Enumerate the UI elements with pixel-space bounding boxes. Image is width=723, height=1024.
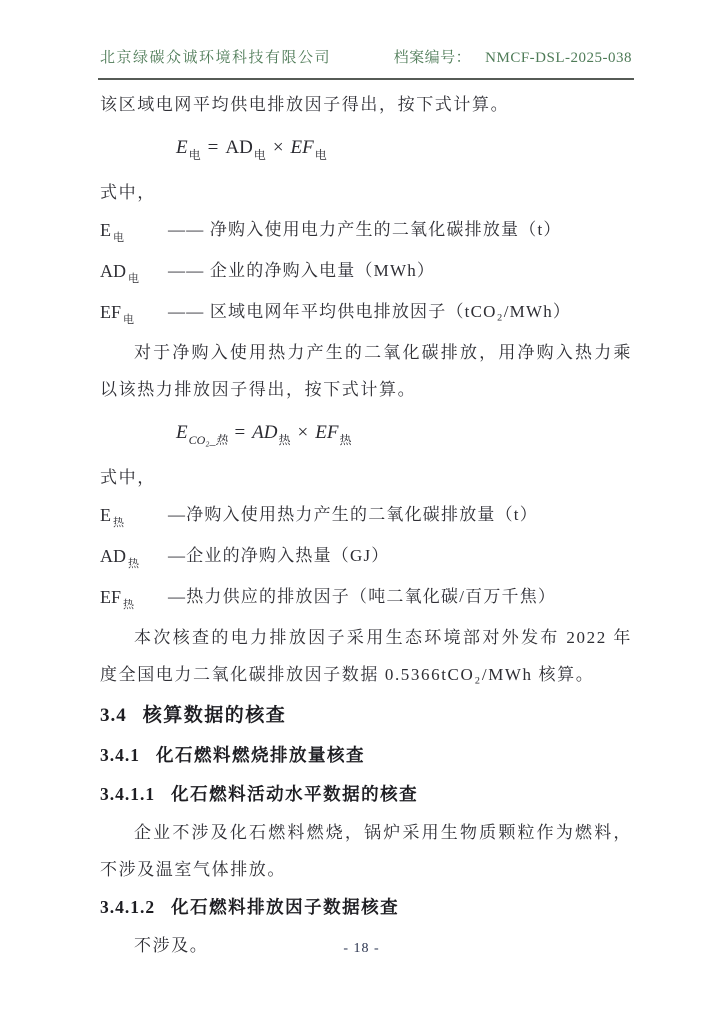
definition-term (100, 252, 168, 293)
heading-title: 化石燃料排放因子数据核查 (171, 897, 400, 917)
definition-row-AD-electric (100, 252, 632, 293)
formula-sub-dian: 电 (314, 148, 327, 162)
definition-text: —企业的净购入热量（GJ） (168, 546, 390, 565)
definition-row-EF-heat (100, 578, 632, 619)
heading-number: 3.4.1.2 (100, 897, 156, 917)
formula-sub-co2-re: CO₂_热 (188, 433, 228, 447)
heading-number: 3.4.1.1 (100, 784, 156, 804)
definition-text: —净购入使用热力产生的二氧化碳排放量（t） (168, 505, 538, 524)
heading-number: 3.4 (100, 705, 127, 726)
file-number-value: NMCF-DSL-2025-038 (485, 50, 632, 66)
paragraph-heat: 对于净购入使用热力产生的二氧化碳排放，用净购入热力乘以该热力排放因子得出，按下式计算。 (100, 343, 632, 399)
term-subscript: 热 (128, 558, 139, 570)
definition-term (100, 496, 168, 537)
term-subscript: 电 (123, 314, 135, 326)
formula-var-AD: AD (252, 422, 278, 443)
term-subscript: 热 (123, 599, 135, 611)
heading-number: 3.4.1 (100, 745, 140, 765)
term-symbol: AD (100, 261, 126, 281)
heading-3-4-1 (100, 736, 632, 775)
term-subscript: 电 (113, 232, 124, 244)
definition-row-E-heat (100, 496, 632, 537)
page-number: - 18 - (343, 941, 380, 956)
definition-row-E-electric (100, 211, 632, 252)
header-divider (98, 78, 634, 80)
heading-title: 核算数据的核查 (142, 705, 287, 726)
term-symbol: EF (100, 587, 122, 607)
formula-sub-dian: 电 (253, 148, 266, 162)
term-symbol: AD (100, 546, 126, 566)
paragraph-not-involved: 不涉及。 (134, 936, 209, 955)
term-subscript: 电 (128, 273, 139, 285)
definition-term (100, 537, 168, 578)
equals-sign: = (207, 137, 219, 158)
formula-sub-re: 热 (339, 433, 352, 447)
paragraph-factor-2022: 本次核查的电力排放因子采用生态环境部对外发布 2022 年度全国电力二氧化碳排放因子数据 0.5366tCO₂/MWh 核算。 (100, 628, 632, 684)
equals-sign: = (234, 422, 246, 443)
formula-var-AD: AD (225, 137, 253, 158)
formula-electricity (176, 128, 632, 169)
definition-text: —— 企业的净购入电量（MWh） (168, 261, 436, 280)
formula-var-E: E (176, 422, 188, 443)
definition-text: —热力供应的排放因子（吨二氧化碳/百万千焦） (168, 587, 557, 606)
definition-row-AD-heat (100, 537, 632, 578)
heading-3-4-1-1 (100, 775, 632, 814)
definition-text: —— 区域电网年平均供电排放因子（tCO₂/MWh） (168, 302, 572, 321)
term-symbol: E (100, 220, 111, 240)
term-subscript: 热 (113, 517, 124, 529)
definition-text: —— 净购入使用电力产生的二氧化碳排放量（t） (168, 220, 562, 239)
file-number-label: 档案编号： (393, 50, 472, 66)
where-label: 式中， (100, 183, 156, 202)
formula-var-EF: EF (290, 137, 314, 158)
paragraph-grid-factor: 该区域电网平均供电排放因子得出，按下式计算。 (100, 95, 510, 114)
formula-sub-dian: 电 (188, 148, 201, 162)
definition-term (100, 211, 168, 252)
heading-3-4-1-2 (100, 888, 632, 927)
formula-var-EF: EF (315, 422, 339, 443)
definition-term (100, 293, 168, 334)
file-number-group (394, 46, 632, 67)
times-sign: × (272, 137, 284, 158)
times-sign: × (297, 422, 309, 443)
paragraph-fossil-fuel: 企业不涉及化石燃料燃烧，锅炉采用生物质颗粒作为燃料，不涉及温室气体排放。 (100, 823, 632, 879)
where-label: 式中， (100, 468, 156, 487)
company-name: 北京绿碳众诚环境科技有限公司 (100, 50, 332, 66)
formula-heat (176, 413, 632, 454)
definition-term (100, 578, 168, 619)
heading-title: 化石燃料活动水平数据的核查 (171, 784, 419, 804)
term-symbol: E (100, 505, 111, 525)
heading-3-4 (100, 696, 632, 736)
page-header (100, 46, 632, 78)
definition-row-EF-electric (100, 293, 632, 334)
term-symbol: EF (100, 302, 122, 322)
formula-sub-re: 热 (278, 433, 291, 447)
formula-var-E: E (176, 137, 188, 158)
document-body (100, 86, 632, 964)
heading-title: 化石燃料燃烧排放量核查 (156, 745, 365, 765)
